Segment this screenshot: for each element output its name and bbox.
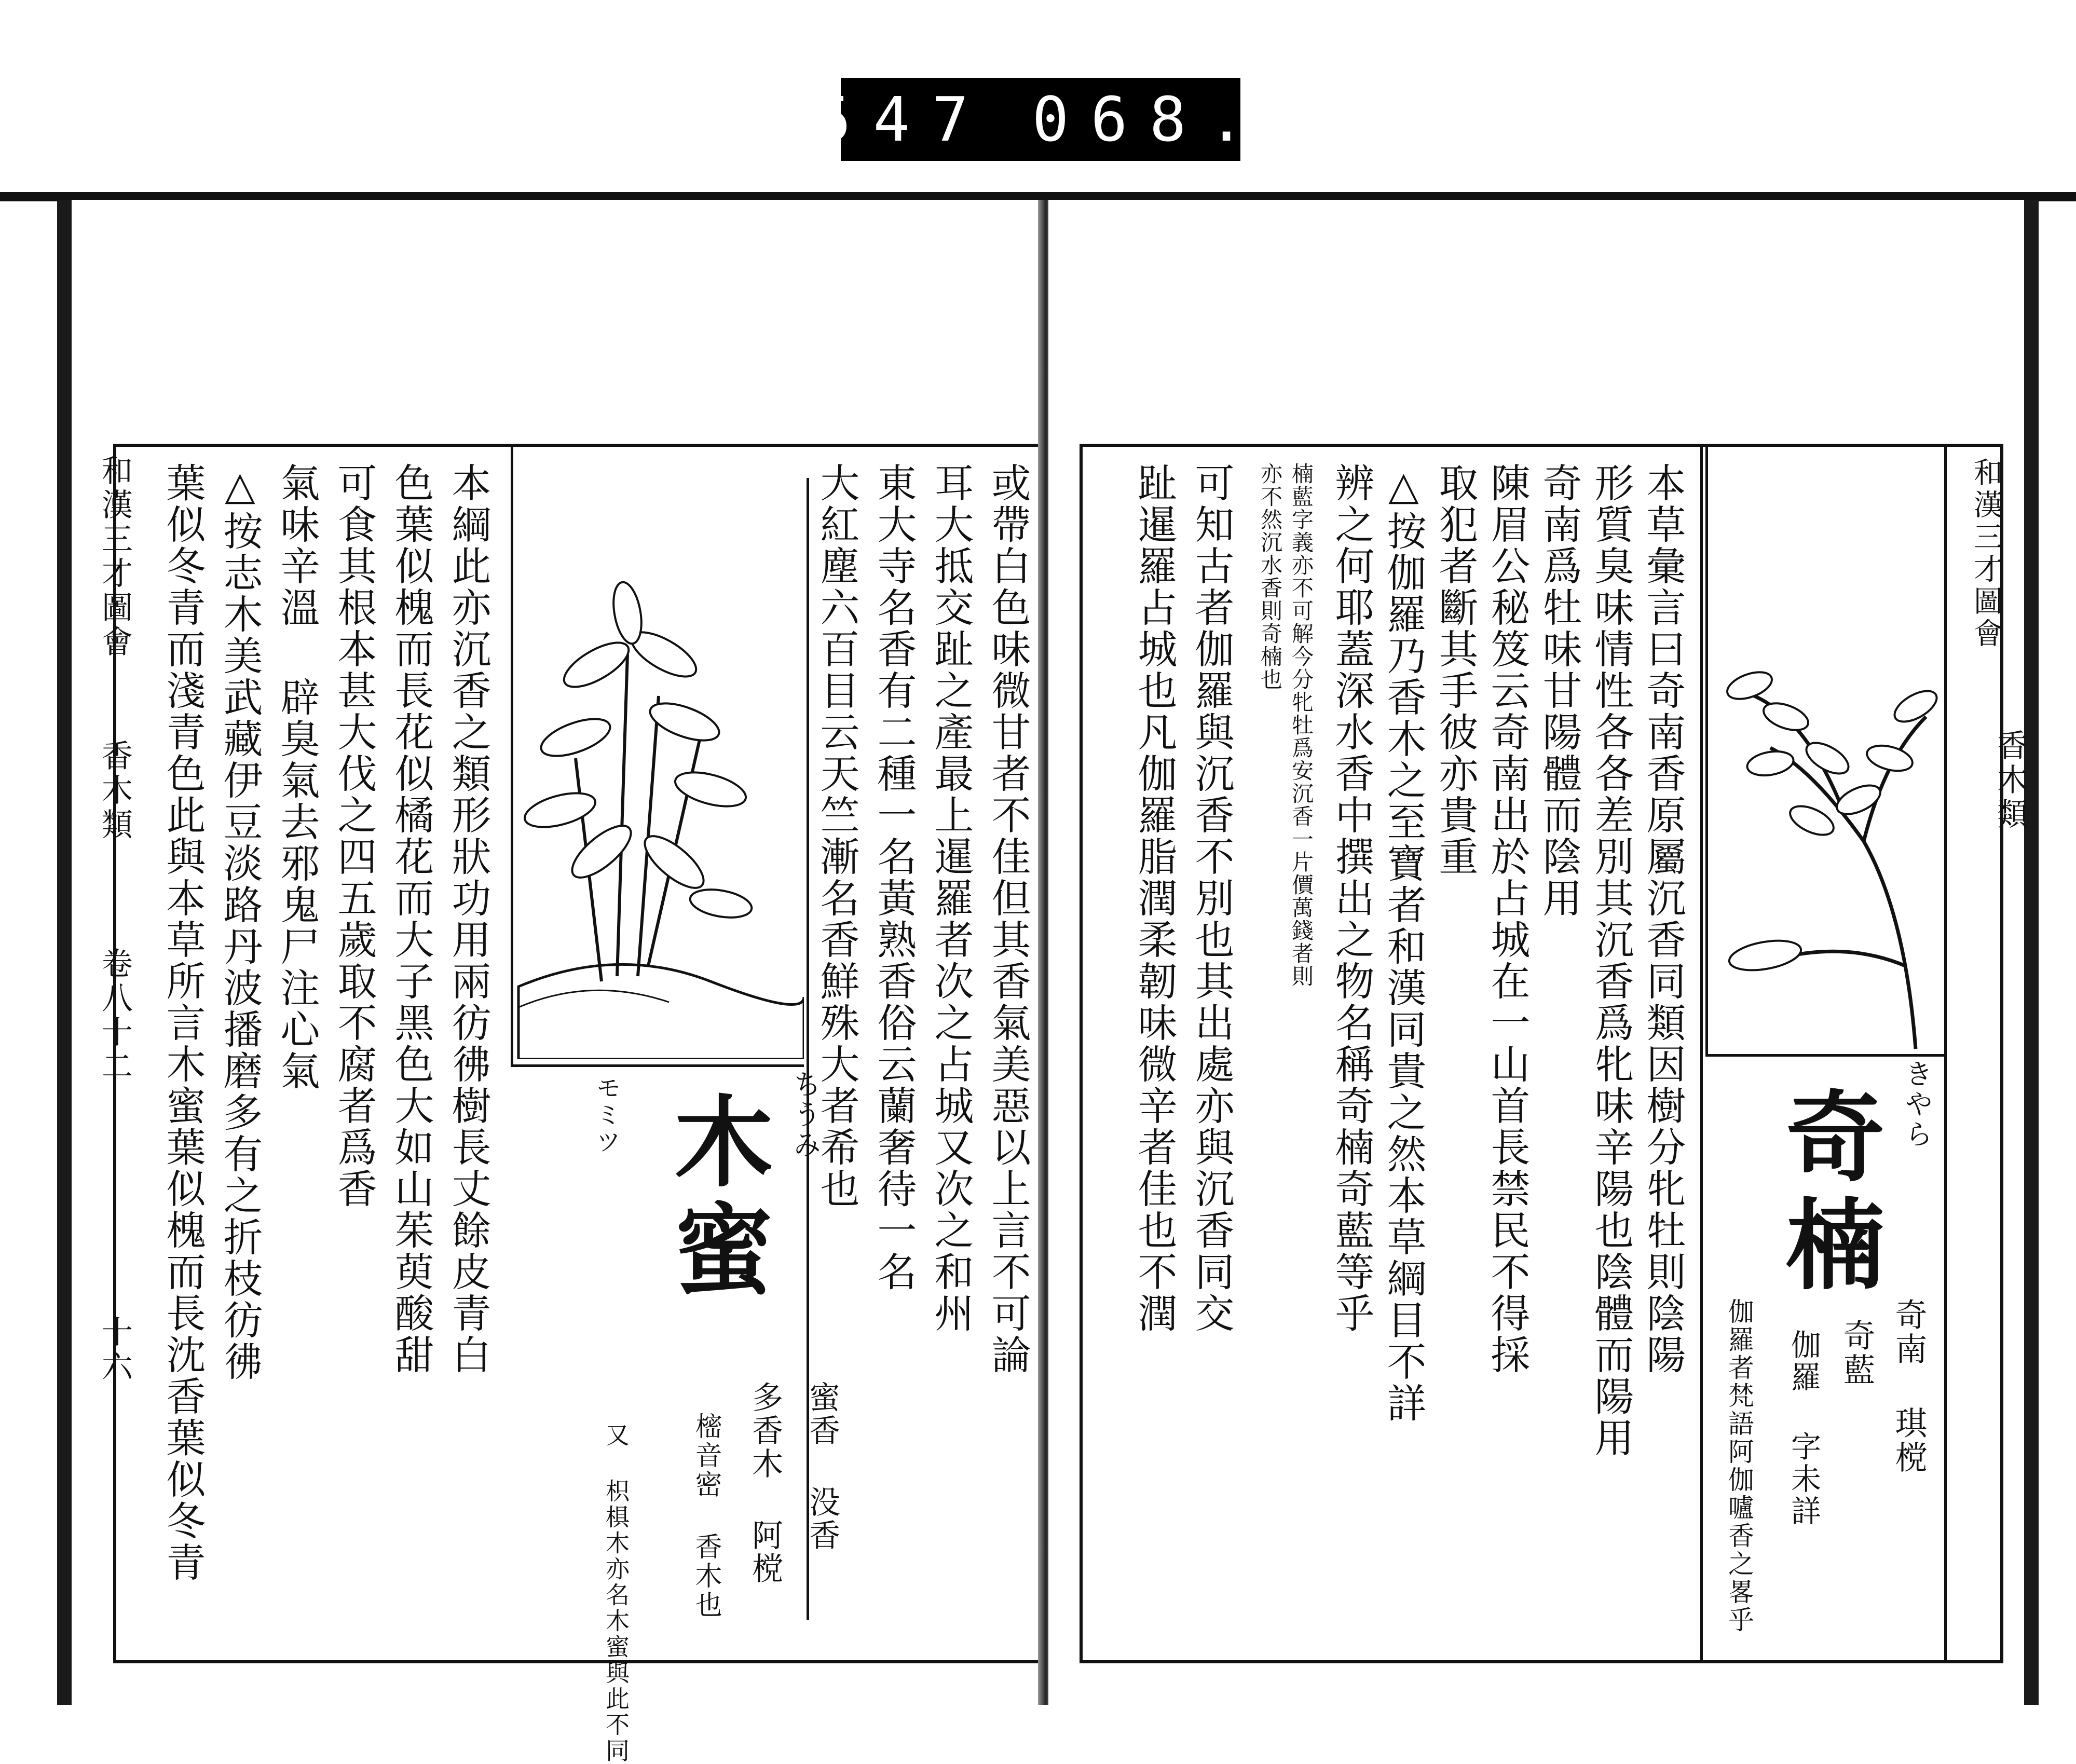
text-column: △按志木美武藏伊豆淡路丹波播磨多有之折枝彷彿	[217, 462, 263, 1383]
text-column: 形質臭味情性各各差別其沉香爲牝味辛陽也陰體而陽用	[1588, 462, 1634, 1459]
left-margin-folio: 卷八十二	[97, 947, 133, 1084]
text-column: 葉似冬青而淺青色此與本草所言木蜜葉似槐而長沈香葉似冬青	[160, 462, 206, 1583]
left-page	[57, 200, 1058, 1764]
text-column: 亦不然沉水香則奇楠也	[1258, 462, 1283, 691]
reading-mokumitsu: モミツ	[592, 1075, 621, 1156]
left-margin-page: 十六	[97, 1316, 133, 1384]
alt-name: 伽羅者梵語阿伽嚧香之畧乎	[1724, 1298, 1754, 1634]
text-column: 氣味辛溫 辟臭氣去邪鬼尸注心氣	[274, 462, 320, 1092]
text-column: △按伽羅乃香木之至寶者和漢同貴之然本草綱目不詳	[1381, 462, 1427, 1424]
left-text-frame	[113, 444, 1084, 1764]
alt-name: 多香木 阿𣗋	[747, 1381, 783, 1585]
alt-name: 樒音密 香木也	[690, 1412, 721, 1620]
text-column: 陳眉公秘笈云奇南出於占城在一山首長禁民不得採	[1484, 462, 1531, 1376]
text-column: 東大寺名香有二種一名黃熟香俗云蘭奢待一名	[871, 462, 917, 1293]
text-column: 趾暹羅占城也凡伽羅脂潤柔韌味微辛者佳也不潤	[1131, 462, 1178, 1334]
alt-name: 奇藍	[1838, 1319, 1876, 1387]
text-column: 大紅塵六百目云天竺漸名香鮮殊大者希也	[814, 462, 860, 1210]
kinan-illustration	[1705, 447, 1947, 1057]
text-column: 本綱此亦沉香之類形狀功用兩彷彿樹長丈餘皮青白	[445, 462, 491, 1376]
heading-mokumitsu: 木蜜	[658, 1090, 774, 1306]
scan-number-left: 547	[814, 84, 991, 155]
text-column: 辨之何耶蓋深水香中撰出之物名稱奇楠奇藍等乎	[1329, 462, 1375, 1334]
alt-name: 奇南 琪𣗋	[1890, 1298, 1928, 1475]
scan-number-right: 068.	[1032, 84, 1267, 155]
right-margin-title: 和漢三才圖會	[1969, 457, 2003, 650]
text-column: 耳大抵交趾之產最上暹羅者次之占城又次之和州	[928, 462, 974, 1334]
left-margin-title: 和漢三才圖會	[97, 454, 133, 660]
right-page	[1048, 200, 2039, 1705]
right-margin-section: 香木類	[1992, 729, 2028, 832]
text-column: 取犯者斷其手彼亦貴重	[1432, 462, 1479, 878]
alt-name: 又 枳椇木亦名木蜜與此不同	[602, 1423, 630, 1764]
mokumitsu-illustration	[511, 447, 804, 1067]
text-column: 色葉似槐而長花似橘花而大子黑色大如山茱萸酸甜	[388, 462, 434, 1376]
text-column: 本草彙言曰奇南香原屬沉香同類因樹分牝牡則陰陽	[1640, 462, 1686, 1376]
alt-name: 蜜香 没香	[804, 1381, 840, 1552]
text-column: 楠藍字義亦不可解今分牝牡爲安沉香一片價萬錢者則	[1289, 462, 1314, 988]
text-column: 奇南爲牡味甘陽體而陰用	[1536, 462, 1582, 919]
text-column: 可知古者伽羅與沉香不別也其出處亦與沉香同交	[1189, 462, 1235, 1334]
column-divider	[1700, 447, 1703, 1661]
right-text-frame	[1080, 444, 2003, 1663]
text-column: 可食其根本甚大伐之四五歲取不腐者爲香	[331, 462, 377, 1210]
left-margin-section: 香木類	[97, 740, 133, 842]
scan-label	[814, 78, 1267, 161]
kana-gloss: きやら	[1901, 1059, 1933, 1150]
text-column: 或帶白色味微甘者不佳但其香氣美惡以上言不可論	[985, 462, 1031, 1376]
kana-gloss: ちうみ	[789, 1070, 822, 1160]
alt-name: 伽羅 字未詳	[1786, 1329, 1821, 1527]
heading-kinan: 奇楠	[1770, 1085, 1886, 1301]
